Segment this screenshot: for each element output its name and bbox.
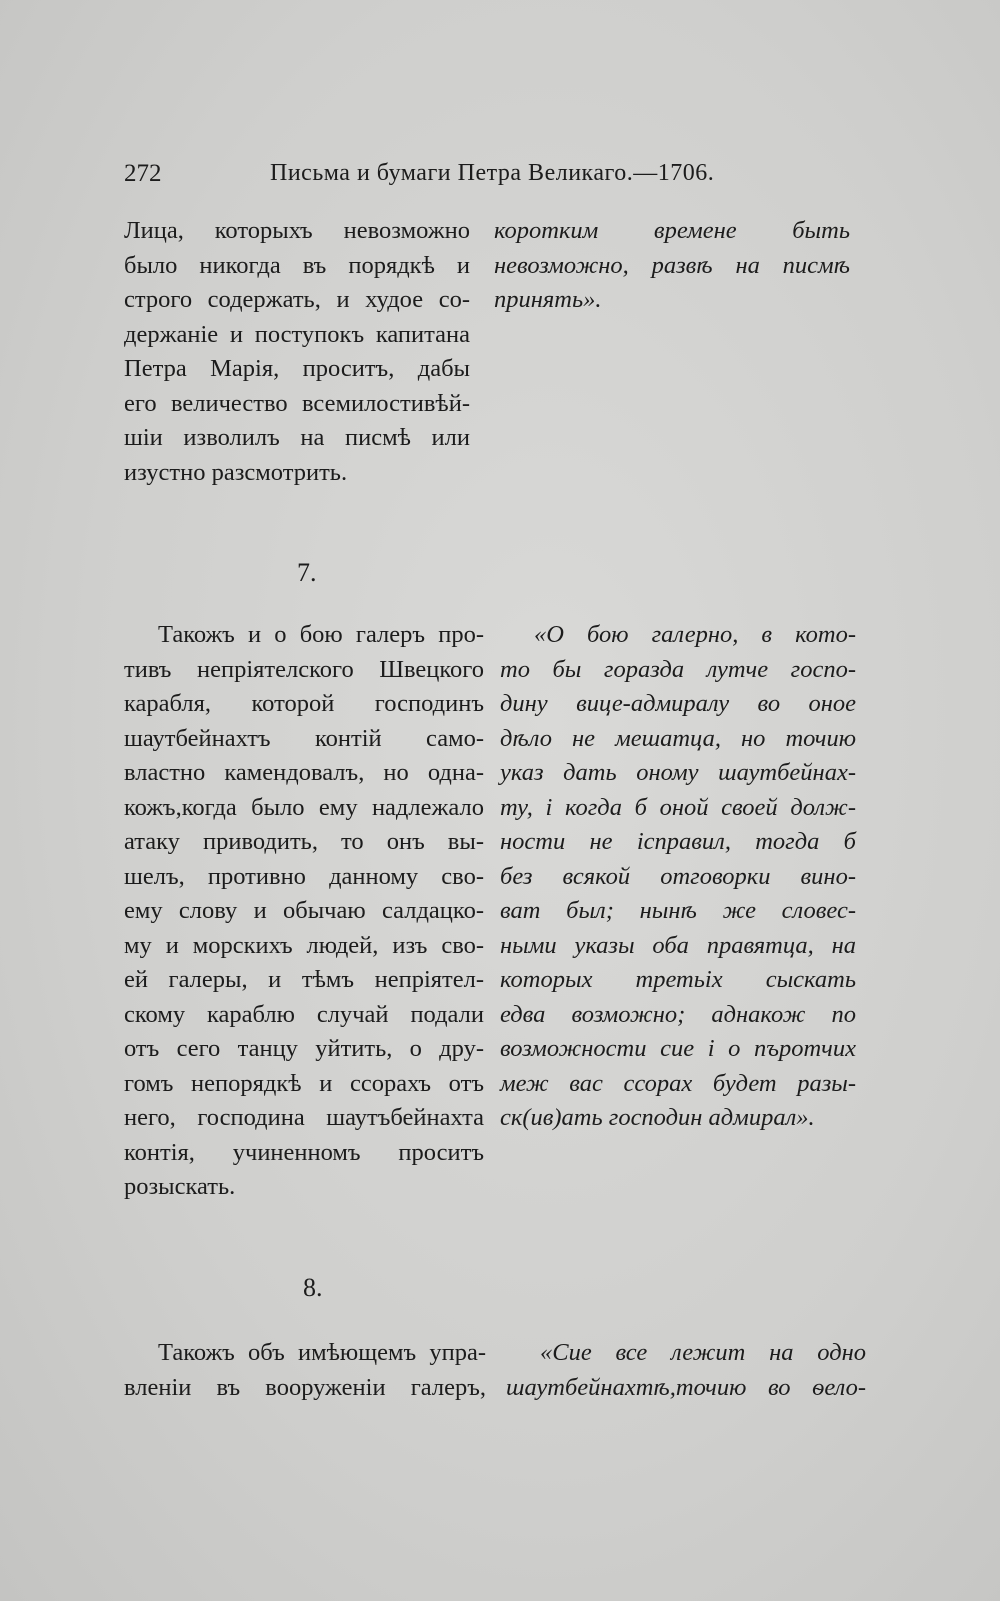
text-line: держаніе и поступокъ капитана xyxy=(124,320,470,348)
section-8-left-column xyxy=(124,1336,486,1405)
text-line: которых третьіх сыскать xyxy=(500,966,856,993)
text-line: шелъ, противно данному сво- xyxy=(124,862,484,890)
section-1-left-column xyxy=(124,214,470,490)
text-line: тивъ непріятелского Швецкого xyxy=(124,655,484,683)
text-line: «Сие все лежит на одно xyxy=(540,1339,866,1366)
text-line: дину вице-адмиралу во оное xyxy=(500,690,856,717)
text-line: него, господина шаутъбейнахта xyxy=(124,1104,484,1131)
section-number-7: 7. xyxy=(297,558,317,587)
text-line: ей галеры, и тѣмъ непріятел- xyxy=(124,966,484,993)
text-line: атаку приводить, то онъ вы- xyxy=(124,828,484,855)
page-number: 272 xyxy=(124,160,162,187)
text-line: без всякой отговорки вино- xyxy=(500,862,856,890)
running-title: Письма и бумаги Петра Великаго.—1706. xyxy=(270,160,715,186)
text-line: скому караблю случай подали xyxy=(124,1000,484,1028)
text-line: ват был; нынѣ же словес- xyxy=(500,897,856,924)
text-line: отъ сего танцу уйтить, о дру- xyxy=(124,1035,484,1062)
text-line: ту, і когда б оной своей долж- xyxy=(500,793,856,821)
section-7-left-column xyxy=(124,618,484,1205)
text-line: коротким времене быть xyxy=(494,217,850,244)
text-line: ности не ісправил, тогда б xyxy=(500,828,856,855)
text-line: его величество всемилостивѣй- xyxy=(124,389,470,417)
text-line: ск(ив)ать господин адмирал». xyxy=(500,1104,815,1131)
text-line: вленіи въ вооруженіи галеръ, xyxy=(124,1373,486,1401)
text-line: то бы горазда лутче госпо- xyxy=(500,655,856,683)
text-line: Лица, которыхъ невозможно xyxy=(124,217,470,244)
text-line: возможности сие і о пъротчих xyxy=(500,1035,856,1062)
section-8-right-column xyxy=(506,1336,866,1405)
text-line: розыскать. xyxy=(124,1173,236,1200)
text-line: изустно разсмотрить. xyxy=(124,458,348,486)
text-line: было никогда въ порядкѣ и xyxy=(124,251,470,279)
text-line: едва возможно; аднакож по xyxy=(500,1000,856,1028)
section-number-8: 8. xyxy=(303,1273,323,1302)
text-line: Петра Марія, проситъ, дабы xyxy=(124,355,470,382)
text-line: ему слову и обычаю салдацко- xyxy=(124,897,484,924)
text-line: шаутбейнахтѣ,точию во ѳело- xyxy=(506,1373,866,1401)
text-line: Такожъ и о бою галеръ про- xyxy=(158,621,484,648)
text-line: «О бою галерно, в кото- xyxy=(534,621,856,648)
text-line: принять». xyxy=(494,286,602,313)
text-line: меж вас ссорах будет разы- xyxy=(500,1069,856,1097)
section-7-right-column xyxy=(500,618,856,1136)
text-line: властно камендовалъ, но одна- xyxy=(124,759,484,786)
text-line: ными указы оба правятца, на xyxy=(500,931,856,959)
page-header xyxy=(124,160,715,192)
text-line: карабля, которой господинъ xyxy=(124,690,484,717)
text-line: кожъ,когда было ему надлежало xyxy=(124,793,484,821)
text-line: строго содержать, и худое со- xyxy=(124,286,470,313)
text-line: дѣло не мешатца, но точию xyxy=(500,724,856,752)
text-line: указ дать оному шаутбейнах- xyxy=(500,759,856,786)
text-line: Такожъ объ имѣющемъ упра- xyxy=(158,1339,486,1366)
section-1-right-column xyxy=(494,214,850,318)
text-line: гомъ непорядкѣ и ссорахъ отъ xyxy=(124,1069,484,1097)
text-line: невозможно, развѣ на писмѣ xyxy=(494,251,850,279)
text-line: му и морскихъ людей, изъ сво- xyxy=(124,931,484,959)
text-line: шіи изволилъ на писмѣ или xyxy=(124,424,470,451)
text-line: контія, учиненномъ проситъ xyxy=(124,1138,484,1166)
text-line: шаутбейнахтъ контій само- xyxy=(124,724,484,752)
